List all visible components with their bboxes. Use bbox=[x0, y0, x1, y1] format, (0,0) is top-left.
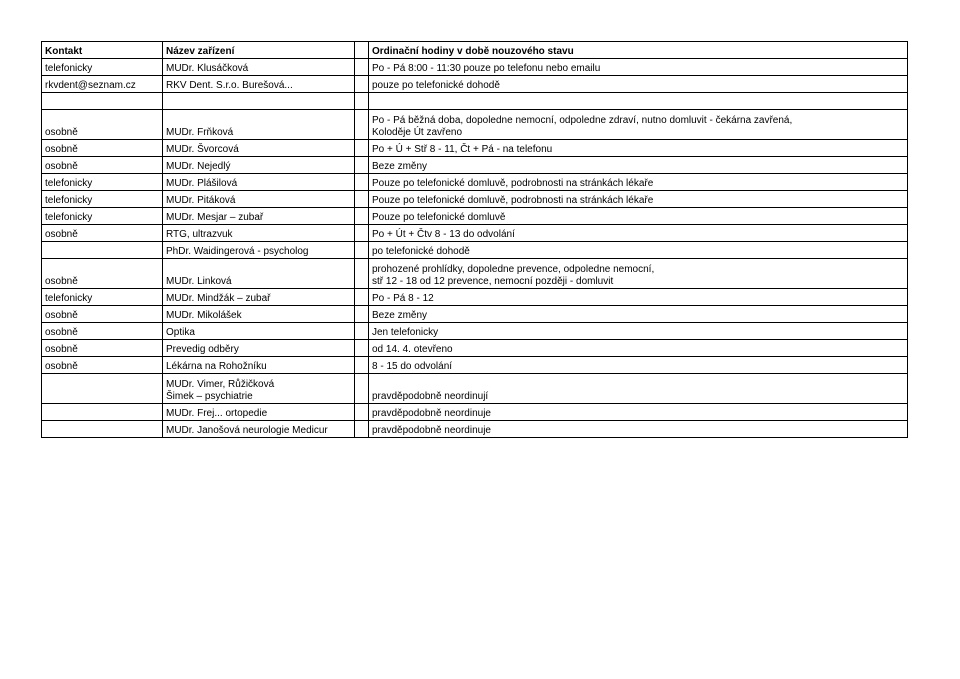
cell-hours[interactable] bbox=[369, 157, 908, 174]
table-row bbox=[42, 421, 908, 438]
table-row bbox=[42, 191, 908, 208]
cell-empty[interactable] bbox=[355, 59, 369, 76]
cell-facility-line: MUDr. Klusáčková bbox=[166, 63, 249, 74]
cell-facility-line: MUDr. Janošová neurologie Medicur bbox=[166, 425, 328, 436]
header-contact[interactable]: Kontakt bbox=[42, 42, 163, 59]
cell-hours[interactable] bbox=[369, 225, 908, 242]
cell-hours[interactable] bbox=[369, 174, 908, 191]
cell-hours-line: Koloděje Út zavřeno bbox=[372, 127, 463, 138]
table-row bbox=[42, 242, 908, 259]
cell-facility[interactable] bbox=[163, 374, 355, 404]
cell-facility[interactable] bbox=[163, 110, 355, 140]
cell-hours-line: prohozené prohlídky, dopoledne prevence, odpoledne nemocní, bbox=[372, 264, 655, 275]
cell-facility[interactable] bbox=[163, 404, 355, 421]
cell-hours[interactable] bbox=[369, 110, 908, 140]
cell-contact[interactable]: telefonicky bbox=[42, 289, 163, 306]
cell-empty[interactable] bbox=[355, 191, 369, 208]
cell-contact[interactable]: osobně bbox=[42, 140, 163, 157]
cell-hours-line: Pouze po telefonické domluvě, podrobnosti na stránkách lékaře bbox=[372, 195, 654, 206]
cell-contact[interactable]: osobně bbox=[42, 340, 163, 357]
header-facility[interactable]: Název zařízení bbox=[163, 42, 355, 59]
cell-hours[interactable] bbox=[369, 340, 908, 357]
cell-facility[interactable] bbox=[163, 208, 355, 225]
cell-empty[interactable] bbox=[355, 174, 369, 191]
cell-empty[interactable] bbox=[355, 76, 369, 93]
cell-empty[interactable] bbox=[355, 140, 369, 157]
cell-facility-line: MUDr. Frej... ortopedie bbox=[166, 408, 268, 419]
cell-contact[interactable] bbox=[42, 374, 163, 404]
cell-facility-line: MUDr. Mesjar – zubař bbox=[166, 212, 264, 223]
cell-hours[interactable] bbox=[369, 208, 908, 225]
cell-facility[interactable] bbox=[163, 306, 355, 323]
cell-facility-line: MUDr. Frňková bbox=[166, 127, 234, 138]
cell-contact[interactable]: osobně bbox=[42, 323, 163, 340]
cell-empty[interactable] bbox=[355, 289, 369, 306]
cell-facility[interactable] bbox=[163, 157, 355, 174]
cell-hours-line: Po + Út + Čtv 8 - 13 do odvolání bbox=[372, 229, 515, 240]
cell-contact[interactable]: osobně bbox=[42, 259, 163, 289]
header-hours[interactable]: Ordinační hodiny v době nouzového stavu bbox=[369, 42, 908, 59]
table-row bbox=[42, 357, 908, 374]
cell-hours[interactable] bbox=[369, 140, 908, 157]
cell-empty[interactable] bbox=[355, 208, 369, 225]
cell-hours-line: Po - Pá 8 - 12 bbox=[372, 293, 434, 304]
cell-hours-line: Pouze po telefonické domluvě bbox=[372, 212, 506, 223]
table-row bbox=[42, 323, 908, 340]
cell-hours[interactable] bbox=[369, 374, 908, 404]
cell-empty[interactable] bbox=[355, 404, 369, 421]
cell-hours[interactable] bbox=[369, 76, 908, 93]
table-row bbox=[42, 374, 908, 404]
cell-facility-line: MUDr. Pitáková bbox=[166, 195, 236, 206]
cell-facility[interactable] bbox=[163, 323, 355, 340]
table-row bbox=[42, 306, 908, 323]
cell-hours-line: 8 - 15 do odvolání bbox=[372, 361, 453, 372]
cell-empty[interactable] bbox=[355, 421, 369, 438]
cell-hours[interactable] bbox=[369, 191, 908, 208]
cell-contact[interactable] bbox=[42, 421, 163, 438]
cell-hours-line: po telefonické dohodě bbox=[372, 246, 470, 257]
cell-empty[interactable] bbox=[355, 374, 369, 404]
cell-facility[interactable] bbox=[163, 421, 355, 438]
table-row bbox=[42, 59, 908, 76]
cell-hours[interactable] bbox=[369, 306, 908, 323]
cell-facility-line: MUDr. Mindžák – zubař bbox=[166, 293, 271, 304]
table-row bbox=[42, 404, 908, 421]
table-row bbox=[42, 157, 908, 174]
cell-facility[interactable] bbox=[163, 259, 355, 289]
table-row bbox=[42, 208, 908, 225]
cell-hours[interactable] bbox=[369, 59, 908, 76]
cell-hours-line: Po - Pá 8:00 - 11:30 pouze po telefonu nebo emailu bbox=[372, 63, 601, 74]
cell-facility[interactable] bbox=[163, 340, 355, 357]
table-row bbox=[42, 140, 908, 157]
cell-contact[interactable]: osobně bbox=[42, 157, 163, 174]
cell-hours-line: Po + Ú + Stř 8 - 11, Čt + Pá - na telefonu bbox=[372, 144, 553, 155]
cell-contact[interactable] bbox=[42, 93, 163, 110]
header-empty[interactable] bbox=[355, 42, 369, 59]
cell-hours-line: Po - Pá běžná doba, dopoledne nemocní, odpoledne zdraví, nutno domluvit - čekárna zavřená, bbox=[372, 115, 793, 126]
cell-hours-line: Beze změny bbox=[372, 161, 428, 172]
cell-empty[interactable] bbox=[355, 259, 369, 289]
cell-hours[interactable] bbox=[369, 93, 908, 110]
cell-hours-line: Jen telefonicky bbox=[372, 327, 439, 338]
cell-facility-line: Prevedig odběry bbox=[166, 344, 239, 355]
cell-facility[interactable] bbox=[163, 140, 355, 157]
table-row bbox=[42, 289, 908, 306]
cell-hours[interactable] bbox=[369, 421, 908, 438]
cell-empty[interactable] bbox=[355, 357, 369, 374]
cell-facility[interactable] bbox=[163, 93, 355, 110]
cell-hours-line: pravděpodobně neordinuje bbox=[372, 425, 491, 436]
cell-facility[interactable] bbox=[163, 174, 355, 191]
cell-facility-line: RTG, ultrazvuk bbox=[166, 229, 233, 240]
cell-facility-line: MUDr. Linková bbox=[166, 276, 232, 287]
cell-contact[interactable]: telefonicky bbox=[42, 208, 163, 225]
cell-empty[interactable] bbox=[355, 340, 369, 357]
cell-hours[interactable] bbox=[369, 242, 908, 259]
cell-facility[interactable] bbox=[163, 289, 355, 306]
cell-facility[interactable] bbox=[163, 59, 355, 76]
cell-contact[interactable]: osobně bbox=[42, 225, 163, 242]
cell-facility-line: MUDr. Plášilová bbox=[166, 178, 238, 189]
cell-empty[interactable] bbox=[355, 323, 369, 340]
spreadsheet bbox=[41, 41, 907, 438]
cell-hours-line: stř 12 - 18 od 12 prevence, nemocní později - domluvit bbox=[372, 276, 614, 287]
cell-facility-line: PhDr. Waidingerová - psycholog bbox=[166, 246, 309, 257]
cell-empty[interactable] bbox=[355, 242, 369, 259]
cell-hours[interactable] bbox=[369, 404, 908, 421]
cell-facility-line: MUDr. Nejedlý bbox=[166, 161, 231, 172]
cell-hours-line: Pouze po telefonické domluvě, podrobnosti na stránkách lékaře bbox=[372, 178, 654, 189]
cell-empty[interactable] bbox=[355, 93, 369, 110]
header-row bbox=[42, 42, 908, 59]
cell-facility[interactable] bbox=[163, 242, 355, 259]
cell-contact[interactable]: rkvdent@seznam.cz bbox=[42, 76, 163, 93]
cell-hours-line: pravděpodobně neordinuje bbox=[372, 408, 491, 419]
cell-facility-line: MUDr. Mikolášek bbox=[166, 310, 242, 321]
table-row bbox=[42, 340, 908, 357]
table-row bbox=[42, 225, 908, 242]
cell-facility-line: RKV Dent. S.r.o. Burešová... bbox=[166, 80, 293, 91]
cell-empty[interactable] bbox=[355, 157, 369, 174]
cell-hours[interactable] bbox=[369, 357, 908, 374]
table-row bbox=[42, 259, 908, 289]
cell-empty[interactable] bbox=[355, 225, 369, 242]
cell-contact[interactable]: osobně bbox=[42, 357, 163, 374]
cell-facility[interactable] bbox=[163, 76, 355, 93]
cell-empty[interactable] bbox=[355, 306, 369, 323]
cell-contact[interactable]: telefonicky bbox=[42, 191, 163, 208]
cell-empty[interactable] bbox=[355, 110, 369, 140]
cell-contact[interactable]: osobně bbox=[42, 110, 163, 140]
table-row bbox=[42, 110, 908, 140]
table-row bbox=[42, 174, 908, 191]
cell-contact[interactable]: telefonicky bbox=[42, 174, 163, 191]
cell-facility-line: MUDr. Švorcová bbox=[166, 144, 239, 155]
cell-hours[interactable] bbox=[369, 259, 908, 289]
cell-contact[interactable] bbox=[42, 242, 163, 259]
cell-hours-line: od 14. 4. otevřeno bbox=[372, 344, 453, 355]
cell-hours-line: pravděpodobně neordinují bbox=[372, 391, 489, 402]
cell-hours-line: pouze po telefonické dohodě bbox=[372, 80, 500, 91]
cell-facility-line: Šimek – psychiatrie bbox=[166, 391, 253, 402]
table-row bbox=[42, 76, 908, 93]
cell-hours[interactable] bbox=[369, 323, 908, 340]
cell-facility[interactable] bbox=[163, 225, 355, 242]
office-hours-table bbox=[41, 41, 908, 438]
cell-contact[interactable]: telefonicky bbox=[42, 59, 163, 76]
table-row bbox=[42, 93, 908, 110]
cell-contact[interactable]: osobně bbox=[42, 306, 163, 323]
cell-facility-line: Lékárna na Rohožníku bbox=[166, 361, 267, 372]
cell-facility[interactable] bbox=[163, 357, 355, 374]
cell-facility-line: Optika bbox=[166, 327, 195, 338]
cell-hours-line: Beze změny bbox=[372, 310, 428, 321]
cell-facility[interactable] bbox=[163, 191, 355, 208]
cell-facility-line: MUDr. Vimer, Růžičková bbox=[166, 379, 275, 390]
cell-hours[interactable] bbox=[369, 289, 908, 306]
cell-contact[interactable] bbox=[42, 404, 163, 421]
